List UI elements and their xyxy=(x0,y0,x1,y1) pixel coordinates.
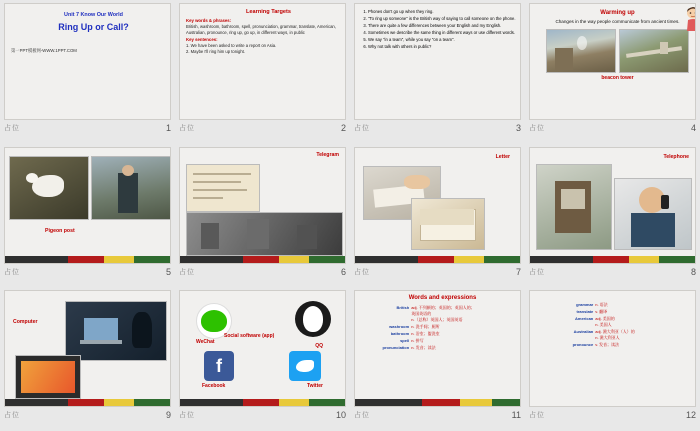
vocab-def: 英国英语的 xyxy=(411,310,432,316)
slide-2[interactable] xyxy=(179,3,346,120)
slide-cell-7[interactable] xyxy=(350,144,525,288)
slide-number: 2 xyxy=(340,123,346,133)
slide-number: 10 xyxy=(335,410,346,421)
slide-cell-6[interactable] xyxy=(175,144,350,288)
woman-on-phone-photo xyxy=(614,178,692,250)
facebook-label: Facebook xyxy=(202,383,226,390)
placeholder-mark: 占位 xyxy=(354,412,370,420)
vocab-table xyxy=(536,301,696,348)
telegram-paper-photo xyxy=(186,164,260,212)
slide-cell-5[interactable] xyxy=(0,144,175,288)
twitter-label: Twitter xyxy=(306,383,323,390)
vocab-def: adj. 澳大利亚（人）的 xyxy=(595,328,635,334)
twitter-bird-logo-icon xyxy=(289,351,321,381)
vocab-def: n. 语法 xyxy=(595,301,608,307)
placeholder-mark: 占位 xyxy=(354,268,370,276)
thumb-caption-3 xyxy=(354,123,521,133)
list-item: 6. Why not talk with others in public? xyxy=(368,44,521,50)
slide-number: 11 xyxy=(511,410,521,421)
slide-number: 1 xyxy=(165,123,171,133)
key-words-label: Key words & phrases: xyxy=(186,18,232,23)
color-strip xyxy=(5,399,170,406)
man-with-pigeon-photo xyxy=(91,156,170,220)
table-row xyxy=(360,330,521,337)
table-row xyxy=(536,315,696,328)
great-wall-photo xyxy=(619,29,689,73)
slide-4[interactable] xyxy=(529,3,696,120)
placeholder-mark: 占位 xyxy=(354,125,370,132)
slide-cell-2[interactable] xyxy=(175,0,350,144)
source-text: 第一PPT模板网-WWW.1PPT.COM xyxy=(11,48,77,53)
slide-number: 12 xyxy=(685,410,696,421)
vocab-def: v. 翻译 xyxy=(595,308,608,314)
words-heading: Words and expressions xyxy=(408,295,477,302)
thumb-caption-11 xyxy=(354,410,521,420)
letter-envelope-photo xyxy=(411,198,485,250)
vocab-def: n. 拼写 xyxy=(411,337,424,343)
page-title: Ring Up or Call? xyxy=(58,22,129,32)
vocab-def: n. 浴室；盥洗室 xyxy=(411,330,440,336)
slide-cell-9[interactable] xyxy=(0,287,175,431)
vocab-def: adj. 美国的 xyxy=(595,315,615,321)
slide-10[interactable] xyxy=(179,290,346,407)
qq-penguin-logo-icon xyxy=(295,301,331,337)
vocab-word: bathroom xyxy=(390,330,410,336)
slide-9[interactable] xyxy=(4,290,171,407)
table-row xyxy=(536,301,696,308)
sentence-list xyxy=(361,9,521,51)
unit-line: Unit 7 Know Our World xyxy=(64,12,123,18)
table-row xyxy=(360,304,521,323)
vocab-def: n. 美国人 xyxy=(595,321,612,327)
slide4-subtitle: Changes in the way people communicate from ancient times. xyxy=(555,19,680,24)
slide-number: 7 xyxy=(515,266,521,277)
slide4-heading: Warming up xyxy=(600,10,635,16)
thumb-caption-8 xyxy=(529,267,696,277)
pigeon-post-caption: Pigeon post xyxy=(45,227,75,234)
color-strip xyxy=(355,256,520,263)
table-row xyxy=(360,323,521,330)
laptop-silhouette-photo xyxy=(65,301,167,361)
vocab-word: spell xyxy=(400,337,410,343)
thumb-caption-5 xyxy=(4,267,171,277)
slide-11[interactable] xyxy=(354,290,521,407)
thumb-caption-9 xyxy=(4,410,171,420)
thumb-caption-7 xyxy=(354,267,521,277)
key-sentence-2: 2. Maybe I'll ring him up tonight. xyxy=(186,49,245,55)
list-item: 2. "To ring up someone" is the British way of saying to call someone on the phone. xyxy=(368,16,521,22)
slide-cell-4[interactable] xyxy=(525,0,700,144)
vocab-word: American xyxy=(575,315,594,321)
slide-cell-12[interactable] xyxy=(525,287,700,431)
vocab-def: v. 发音；读法 xyxy=(595,341,620,347)
placeholder-mark: 占位 xyxy=(529,412,545,420)
thumb-caption-2 xyxy=(179,123,346,133)
slide-number: 8 xyxy=(690,266,696,277)
list-item: 3. There are quite a few differences between your English and my English. xyxy=(368,23,521,29)
slide-cell-8[interactable] xyxy=(525,144,700,288)
vocab-word: grammar xyxy=(576,301,594,307)
table-row xyxy=(360,344,521,351)
vocab-def: n. 澳大利亚人 xyxy=(595,334,620,340)
color-strip xyxy=(180,399,345,406)
slide-8[interactable] xyxy=(529,147,696,264)
vocab-word: British xyxy=(396,304,410,310)
list-item: 1. Phones don't go up when they ring. xyxy=(368,9,521,15)
placeholder-mark: 占位 xyxy=(4,125,20,132)
beacon-caption: beacon tower xyxy=(601,75,634,82)
vocab-def: n. 发音；读法 xyxy=(411,344,436,350)
vocab-table xyxy=(360,304,521,351)
white-pigeon-photo xyxy=(9,156,89,220)
key-words-text: British, washroom, bathroom, spell, pronunciation, grammar, translate, American, Australian, pronounce, ring up, go up, in different ways, in public xyxy=(186,24,336,35)
slide-12[interactable] xyxy=(529,290,696,407)
slide-cell-10[interactable] xyxy=(175,287,350,431)
placeholder-mark: 占位 xyxy=(179,412,195,420)
table-row xyxy=(360,337,521,344)
thumb-caption-12 xyxy=(529,410,696,420)
slide-7[interactable] xyxy=(354,147,521,264)
old-telephone-booth-photo xyxy=(536,164,612,250)
placeholder-mark: 占位 xyxy=(179,268,195,276)
placeholder-mark: 占位 xyxy=(4,268,20,276)
placeholder-mark: 占位 xyxy=(529,268,545,276)
thumb-caption-4 xyxy=(529,123,696,133)
table-row xyxy=(536,328,696,341)
vocab-word: pronunciation xyxy=(382,344,410,350)
slide2-heading: Learning Targets xyxy=(246,9,291,15)
computer-caption: Computer xyxy=(13,319,38,326)
color-strip xyxy=(5,256,170,263)
color-strip xyxy=(530,256,695,263)
slide-cell-3[interactable] xyxy=(350,0,525,144)
vocab-word: translate xyxy=(576,308,594,314)
tablet-device-photo xyxy=(15,355,81,399)
slide-number: 9 xyxy=(165,410,171,421)
placeholder-mark: 占位 xyxy=(4,412,20,420)
thumb-caption-1 xyxy=(4,123,171,133)
table-row xyxy=(536,308,696,315)
color-strip xyxy=(355,399,521,406)
key-sentences-label: Key sentences: xyxy=(186,37,218,43)
vocab-def: n.（总称）英国人；英国英语 xyxy=(411,316,463,322)
girl-cartoon-icon xyxy=(683,6,696,32)
list-item: 5. We say "in a team", while you say "on a team". xyxy=(368,37,521,43)
vocab-word: washroom xyxy=(389,323,410,329)
key-sentence-1: 1. We have been asked to write a report on Asia. xyxy=(186,43,277,49)
image-row xyxy=(535,29,696,73)
telegram-caption: Telegram xyxy=(316,151,339,158)
telephone-caption: Telephone xyxy=(663,153,689,160)
slide-3[interactable] xyxy=(354,3,521,120)
telegraph-office-photo xyxy=(186,212,343,256)
wechat-label: WeChat xyxy=(196,339,215,346)
slide-number: 4 xyxy=(690,123,696,133)
vocab-def: n. 洗手间；厕所 xyxy=(411,323,440,329)
placeholder-mark: 占位 xyxy=(529,125,545,132)
thumb-caption-6 xyxy=(179,267,346,277)
slide-number: 5 xyxy=(165,266,171,277)
slide-1[interactable] xyxy=(4,3,171,120)
beacon-smoke-photo xyxy=(546,29,616,73)
vocab-word: Australian xyxy=(573,328,594,334)
vocab-word: pronounce xyxy=(572,341,594,347)
slide-6[interactable] xyxy=(179,147,346,264)
slide-cell-1[interactable] xyxy=(0,0,175,144)
color-strip xyxy=(180,256,345,263)
thumb-caption-10 xyxy=(179,410,346,420)
letter-caption: Letter xyxy=(495,153,510,160)
qq-label: QQ xyxy=(315,343,323,350)
slide-5[interactable] xyxy=(4,147,171,264)
facebook-logo-icon: f xyxy=(204,351,234,381)
table-row xyxy=(536,341,696,348)
social-software-label: Social software (app) xyxy=(224,333,275,340)
list-item: 4. Sometimes we describe the same thing in different ways or use different words. xyxy=(368,30,521,36)
slide-number: 3 xyxy=(515,123,521,133)
placeholder-mark: 占位 xyxy=(179,125,195,132)
vocab-def: adj. 不列颠的；英国的；英国人的； xyxy=(411,304,475,310)
slide-cell-11[interactable] xyxy=(350,287,525,431)
slide-number: 6 xyxy=(340,266,346,277)
